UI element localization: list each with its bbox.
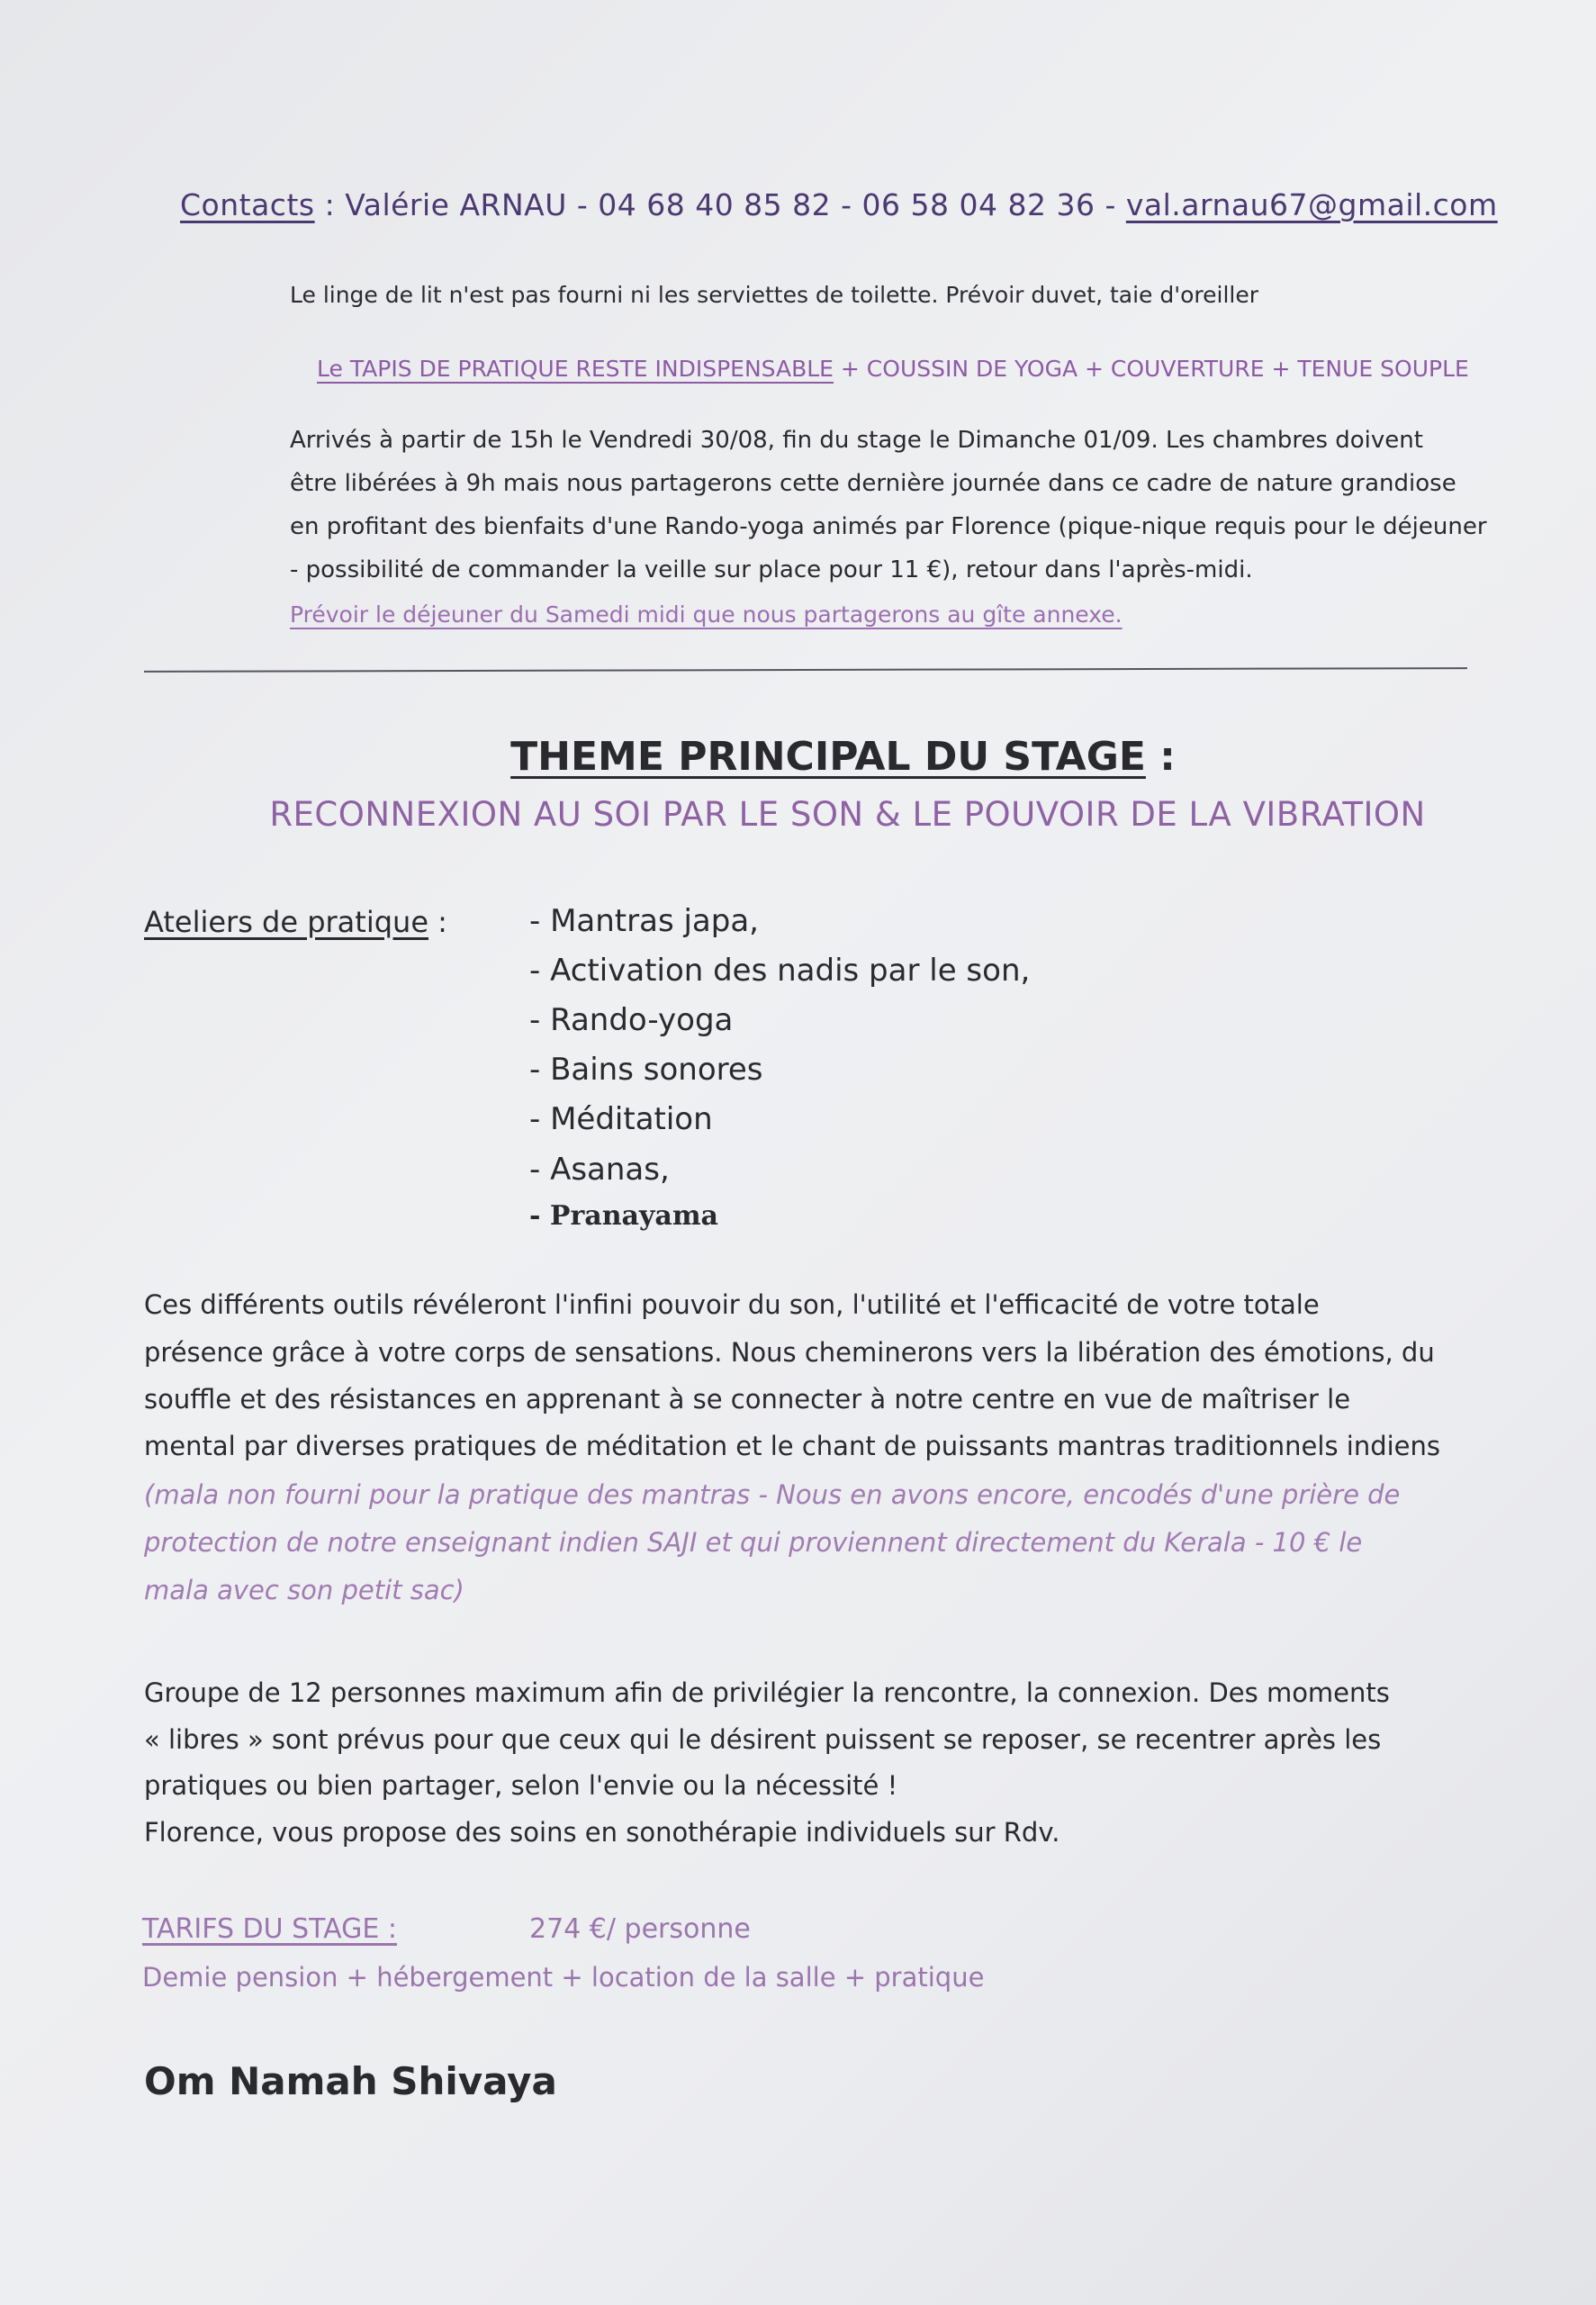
workshop-item: - Activation des nadis par le son, (529, 953, 1031, 989)
theme-title: THEME PRINCIPAL DU STAGE (510, 734, 1146, 780)
contacts-label: Contacts (180, 187, 315, 222)
arrival-line: en profitant des bienfaits d'une Rando-yoga animés par Florence (pique-nique requis pour le déjeuner (290, 513, 1487, 540)
arrival-line: être libérées à 9h mais nous partagerons cette dernière journée dans ce cadre de nature grandiose (290, 470, 1456, 497)
group-line: Florence, vous propose des soins en sonothérapie individuels sur Rdv. (144, 1817, 1060, 1848)
workshops-label (144, 905, 447, 939)
description-line: Ces différents outils révéleront l'infini pouvoir du son, l'utilité et l'efficacité de votre totale (144, 1289, 1320, 1320)
mala-note-line: protection de notre enseignant indien SAJI et qui proviennent directement du Kerala - 10 € le (144, 1527, 1363, 1558)
workshop-item: - Mantras japa, (529, 903, 759, 939)
theme-subtitle: RECONNEXION AU SOI PAR LE SON & LE POUVOIR DE LA VIBRATION (269, 795, 1426, 834)
closing-mantra: Om Namah Shivaya (144, 2059, 557, 2103)
mat-requirement-underlined: Le TAPIS DE PRATIQUE RESTE INDISPENSABLE (317, 356, 834, 382)
lunch-note: Prévoir le déjeuner du Samedi midi que nous partagerons au gîte annexe. (290, 601, 1123, 628)
linen-note: Le linge de lit n'est pas fourni ni les serviettes de toilette. Prévoir duvet, taie d'oreiller (290, 282, 1259, 308)
mat-requirement-note (317, 356, 1469, 382)
description-line: souffle et des résistances en apprenant à se connecter à notre centre en vue de maîtriser le (144, 1384, 1351, 1415)
theme-heading (0, 734, 1596, 780)
workshop-item: - Méditation (529, 1101, 713, 1137)
workshop-item: - Asanas, (529, 1152, 670, 1188)
workshop-item: - Pranayama (529, 1200, 718, 1232)
pricing-detail: Demie pension + hébergement + location de la salle + pratique (142, 1962, 985, 1993)
description-line: présence grâce à votre corps de sensations. Nous cheminerons vers la libération des émotions, du (144, 1337, 1435, 1368)
workshop-item: - Bains sonores (529, 1052, 763, 1088)
contacts-line (180, 187, 1498, 222)
pricing-label: TARIFS DU STAGE : (142, 1913, 397, 1945)
mala-note-line: (mala non fourni pour la pratique des mantras - Nous en avons encore, encodés d'une prière de (144, 1479, 1401, 1510)
arrival-line: Arrivés à partir de 15h le Vendredi 30/08, fin du stage le Dimanche 01/09. Les chambres doivent (290, 427, 1423, 454)
contacts-separator: : (314, 187, 346, 222)
workshop-item: - Rando-yoga (529, 1002, 734, 1038)
contacts-details: Valérie ARNAU - 04 68 40 85 82 - 06 58 04 82 36 - (345, 187, 1126, 222)
theme-title-suffix: : (1145, 734, 1176, 780)
group-line: Groupe de 12 personnes maximum afin de privilégier la rencontre, la connexion. Des moments (144, 1677, 1390, 1708)
group-line: « libres » sont prévus pour que ceux qui le désirent puissent se reposer, se recentrer après les (144, 1724, 1382, 1755)
contacts-email: val.arnau67@gmail.com (1125, 187, 1498, 222)
mat-requirement-rest: + COUSSIN DE YOGA + COUVERTURE + TENUE SOUPLE (833, 356, 1469, 382)
group-line: pratiques ou bien partager, selon l'envie ou la nécessité ! (144, 1770, 898, 1801)
arrival-line: - possibilité de commander la veille sur place pour 11 €), retour dans l'après-midi. (290, 556, 1253, 583)
description-line: mental par diverses pratiques de méditation et le chant de puissants mantras traditionnels indiens (144, 1431, 1441, 1461)
pricing-amount: 274 €/ personne (529, 1913, 751, 1945)
workshops-label-text: Ateliers de pratique (144, 905, 428, 939)
section-divider (144, 667, 1467, 673)
mala-note-line: mala avec son petit sac) (144, 1575, 464, 1605)
workshops-label-suffix: : (428, 905, 447, 939)
